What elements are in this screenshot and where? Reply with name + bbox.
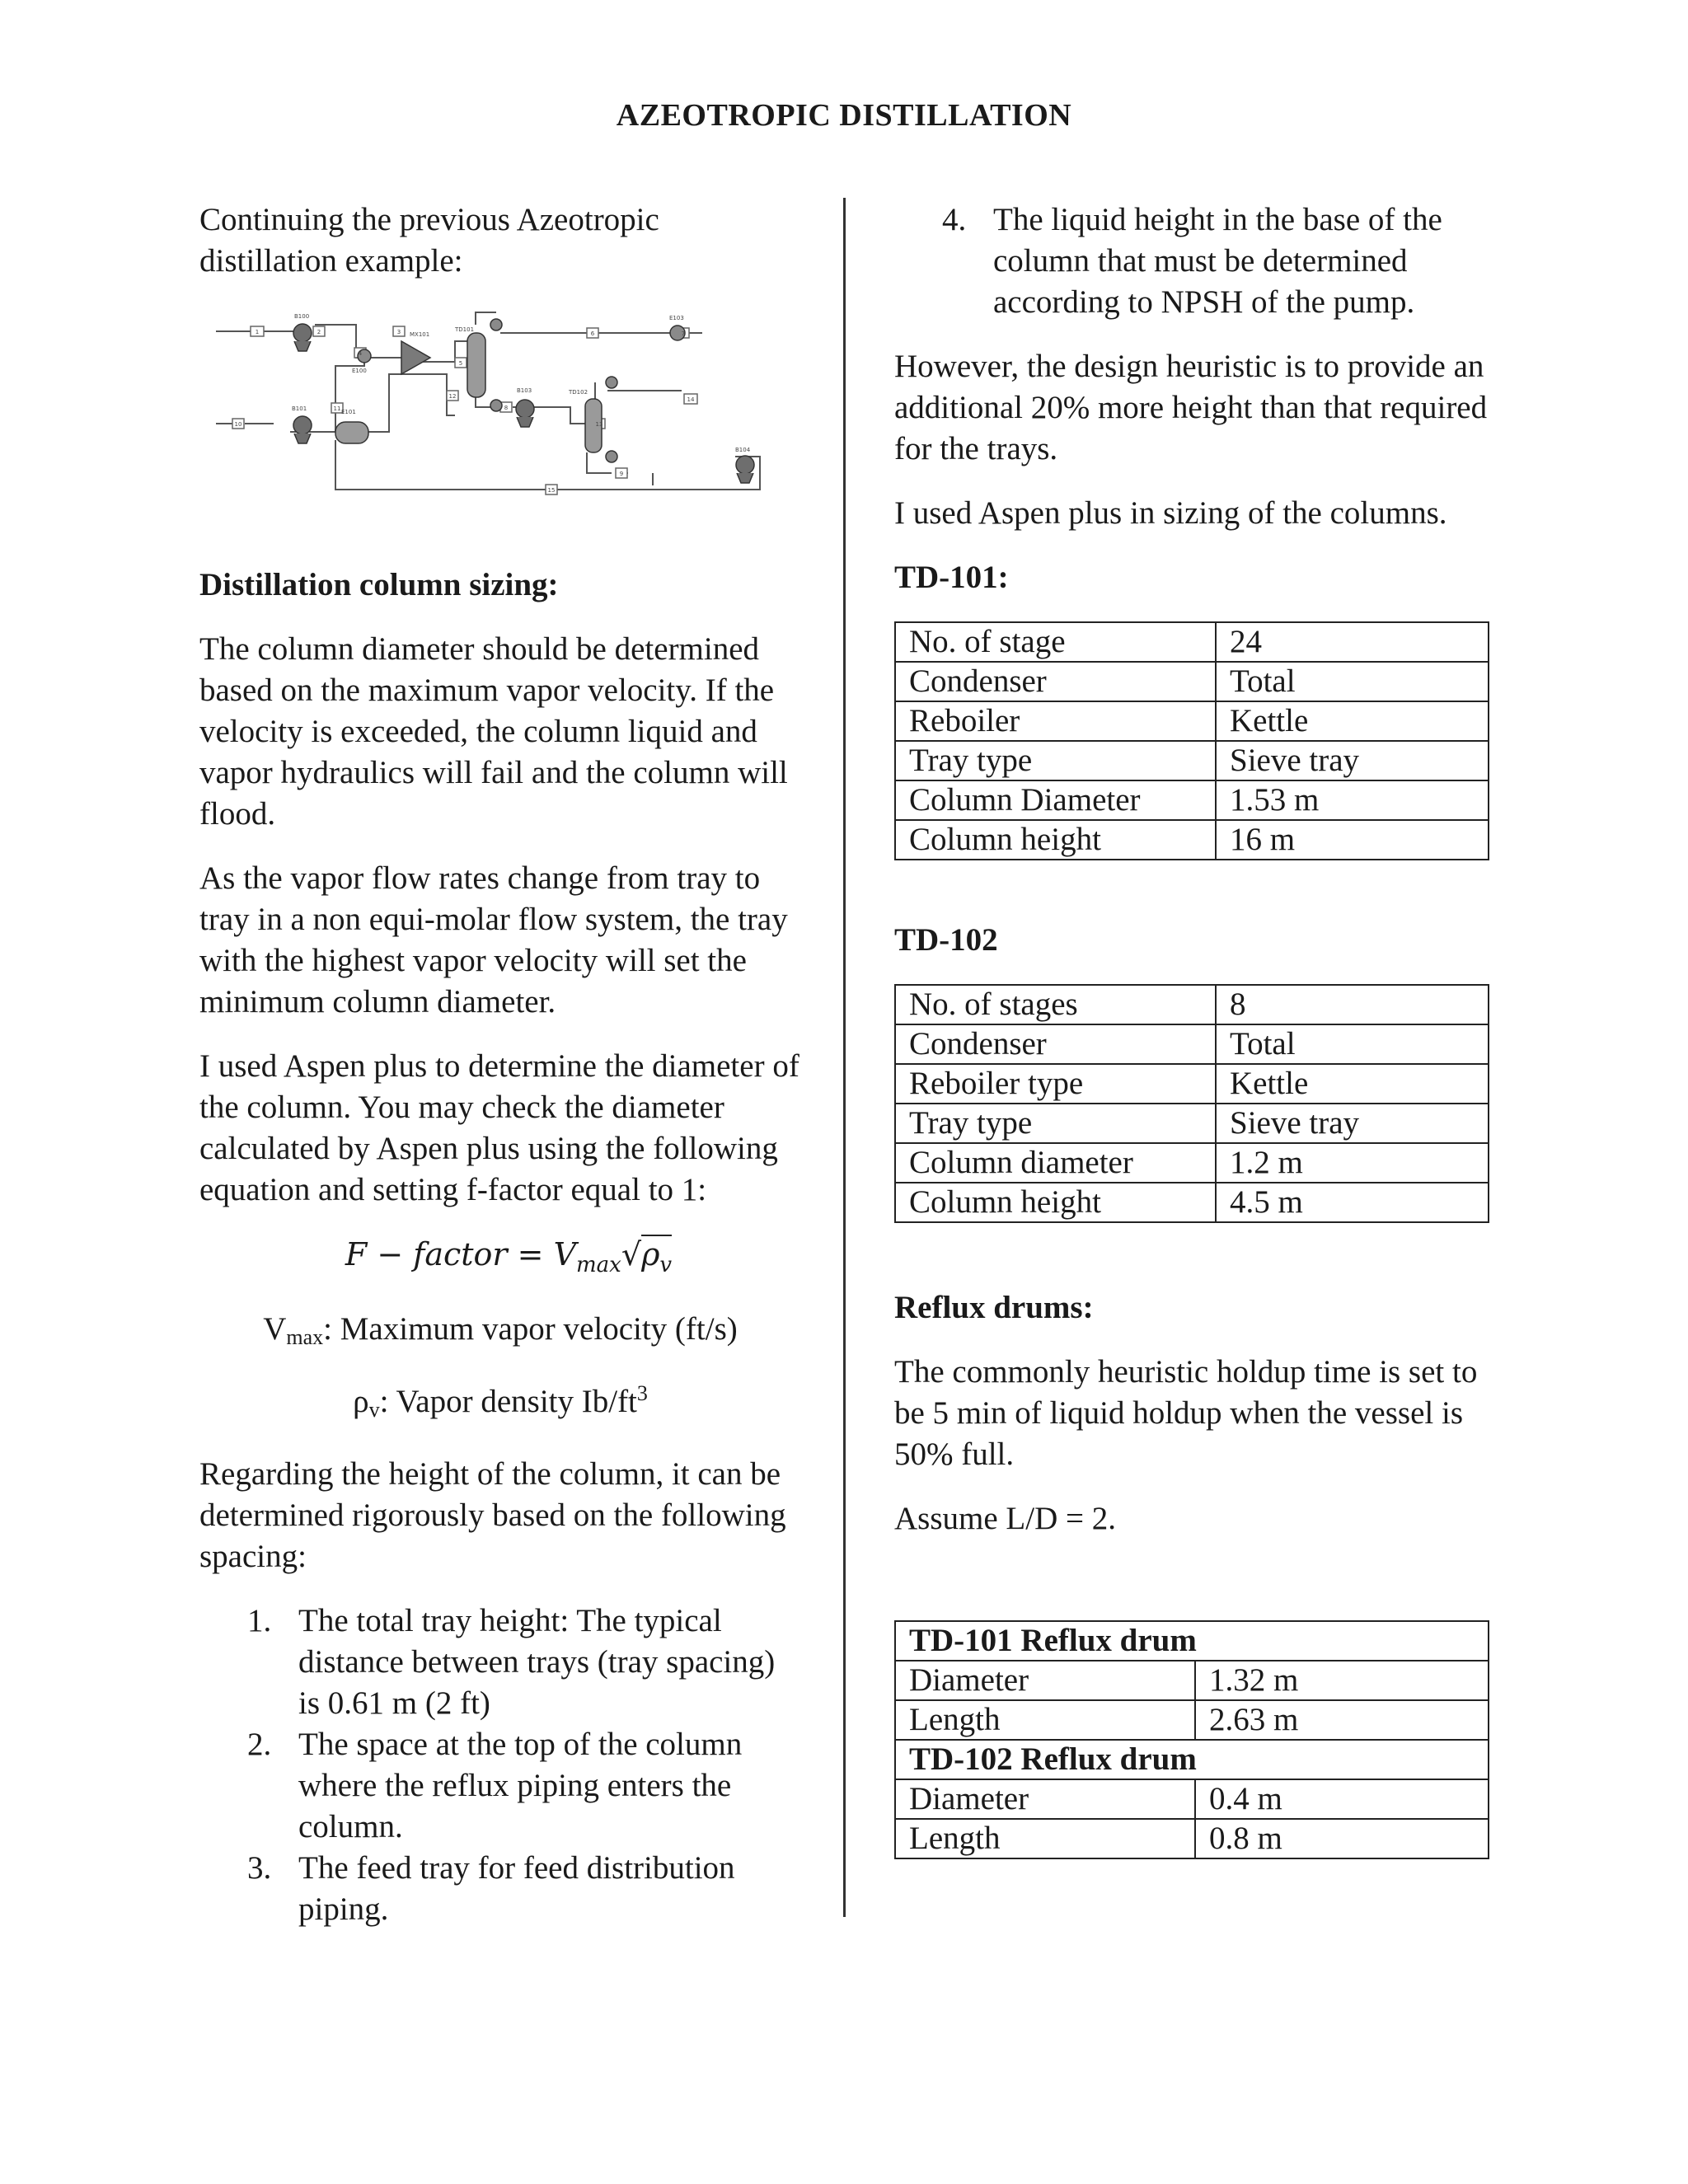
block-label: B101: [292, 405, 307, 412]
spacing-list: [199, 1601, 801, 1930]
list-item: 2. The space at the top of the column where the reflux piping enters the column.: [247, 1727, 743, 1844]
pump-b101-icon: [293, 416, 312, 434]
table-row: Column Diameter 1.53 m: [895, 780, 1489, 820]
paragraph-height: Regarding the height of the column, it can be determined rigorously based on the following spacing:: [199, 1456, 786, 1574]
stream-number: 10: [234, 421, 242, 428]
mixer-mx101-icon: [401, 341, 430, 374]
rho-definition: ρv: Vapor density $Ib/ft^3$: [353, 1381, 648, 1422]
stream-number: 5: [458, 360, 463, 367]
stream-number: 13: [595, 421, 603, 428]
block-label: E100: [352, 368, 367, 374]
stream-number: 3: [396, 329, 401, 335]
table-row: Reboiler type Kettle: [895, 1064, 1489, 1104]
table-row: Column diameter 1.2 m: [895, 1143, 1489, 1183]
stream-number: 7: [681, 330, 686, 337]
stream-number: 11: [333, 405, 341, 412]
paragraph-aspen-sizing: I used Aspen plus in sizing of the columns.: [894, 495, 1447, 531]
table-row: Length 2.63 m: [895, 1700, 1489, 1740]
paragraph-aspen: I used Aspen plus to determine the diameter of the column. You may check the diameter calculated by Aspen plus using the following equation and setting f-factor equal to 1:: [199, 1048, 799, 1207]
block-label: B100: [294, 313, 310, 320]
pump-b100-icon: [293, 324, 312, 342]
stream-number: 9: [619, 471, 624, 477]
reflux-heading: Reflux drums:: [894, 1290, 1094, 1325]
sizing-heading: Distillation column sizing:: [199, 567, 559, 602]
block-label: B104: [735, 447, 751, 453]
list-item: 1. The total tray height: The typical distance between trays (tray spacing) is 0.61 m (2 ft): [247, 1603, 776, 1721]
process-flow-diagram: [199, 308, 801, 523]
equation-rho-sub: v: [659, 1253, 673, 1277]
td102-heading: TD-102: [894, 922, 998, 958]
stream-number: 14: [687, 396, 695, 403]
table-row: No. of stage 24: [895, 622, 1489, 662]
table-row: Reboiler Kettle: [895, 701, 1489, 741]
stream-number: 8: [504, 405, 509, 411]
paragraph-heuristic: However, the design heuristic is to provide an additional 20% more height than that required for the trays.: [894, 349, 1488, 466]
table-row: Tray type Sieve tray: [895, 1104, 1489, 1143]
paragraph-assume: Assume L/D = 2.: [894, 1501, 1116, 1536]
block-label: E103: [669, 315, 684, 321]
equation-rho: ρ: [641, 1236, 660, 1272]
vmax-definition: Vmax: Maximum vapor velocity (ft/s): [263, 1311, 738, 1349]
paragraph-vapor-flow: As the vapor flow rates change from tray to tray in a non equi-molar flow system, the tray with the highest vapor velocity will set the minimum column diameter.: [199, 860, 788, 1019]
table-row: Column height 4.5 m: [895, 1183, 1489, 1222]
list-item: 4. The liquid height in the base of the column that must be determined according to NPSH of the pump.: [942, 202, 1442, 320]
table-row: Condenser Total: [895, 1024, 1489, 1064]
td101-heading: TD-101:: [894, 560, 1009, 595]
stream-number: 4: [358, 350, 363, 357]
stream-number: 15: [547, 487, 556, 494]
reboiler-icon: [490, 400, 502, 411]
intro-text: Continuing the previous Azeotropic distillation example:: [199, 202, 659, 279]
table-row: Condenser Total: [895, 662, 1489, 701]
spacing-list-continued: [894, 199, 1496, 323]
block-label: B103: [517, 387, 532, 394]
page-title: AZEOTROPIC DISTILLATION: [616, 98, 1072, 133]
reboiler-2-icon: [606, 451, 617, 462]
table-title-row: TD-102 Reflux drum: [895, 1740, 1489, 1779]
block-label: MX101: [410, 331, 430, 338]
stream-number: 12: [448, 393, 457, 400]
table-row: Diameter 0.4 m: [895, 1779, 1489, 1819]
table-title-row: TD-101 Reflux drum: [895, 1621, 1489, 1661]
table-row: Column height 16 m: [895, 820, 1489, 860]
block-label: TD102: [569, 389, 588, 396]
td101-table: [894, 621, 1489, 860]
reflux-drum-table: [894, 1620, 1489, 1859]
decanter-e101-icon: [335, 422, 368, 443]
pump-b103-icon: [516, 400, 534, 418]
list-item: 3. The feed tray for feed distribution piping.: [247, 1850, 735, 1927]
condenser-icon: [490, 319, 502, 330]
table-row: No. of stages 8: [895, 985, 1489, 1024]
right-column: [894, 199, 1496, 1859]
condenser-2-icon: [606, 377, 617, 388]
stream-number: 1: [255, 329, 260, 335]
equation-lhs: F − factor = V: [345, 1236, 577, 1272]
block-label: TD101: [455, 326, 475, 333]
left-column: [199, 199, 801, 1930]
equation-sub: max: [576, 1253, 621, 1277]
stream-number: 2: [316, 329, 321, 335]
paragraph-diameter: The column diameter should be determined based on the maximum vapor velocity. If the velocity is exceeded, the column liquid and vapor hydraulics will fail and the column will flood.: [199, 631, 788, 832]
column-divider: [843, 198, 846, 1917]
pump-b104-icon: [736, 456, 754, 474]
table-row: Tray type Sieve tray: [895, 741, 1489, 780]
table-row: Diameter 1.32 m: [895, 1661, 1489, 1700]
f-factor-equation: F − factor = $V_{max}√\rho_v$: [345, 1236, 673, 1277]
paragraph-reflux: The commonly heuristic holdup time is set to be 5 min of liquid holdup when the vessel is 50% full.: [894, 1354, 1478, 1472]
stream-number: 6: [590, 330, 595, 337]
column-td101-icon: [467, 333, 485, 397]
table-row: Length 0.8 m: [895, 1819, 1489, 1858]
block-label: E101: [341, 409, 356, 415]
td102-table: [894, 984, 1489, 1223]
